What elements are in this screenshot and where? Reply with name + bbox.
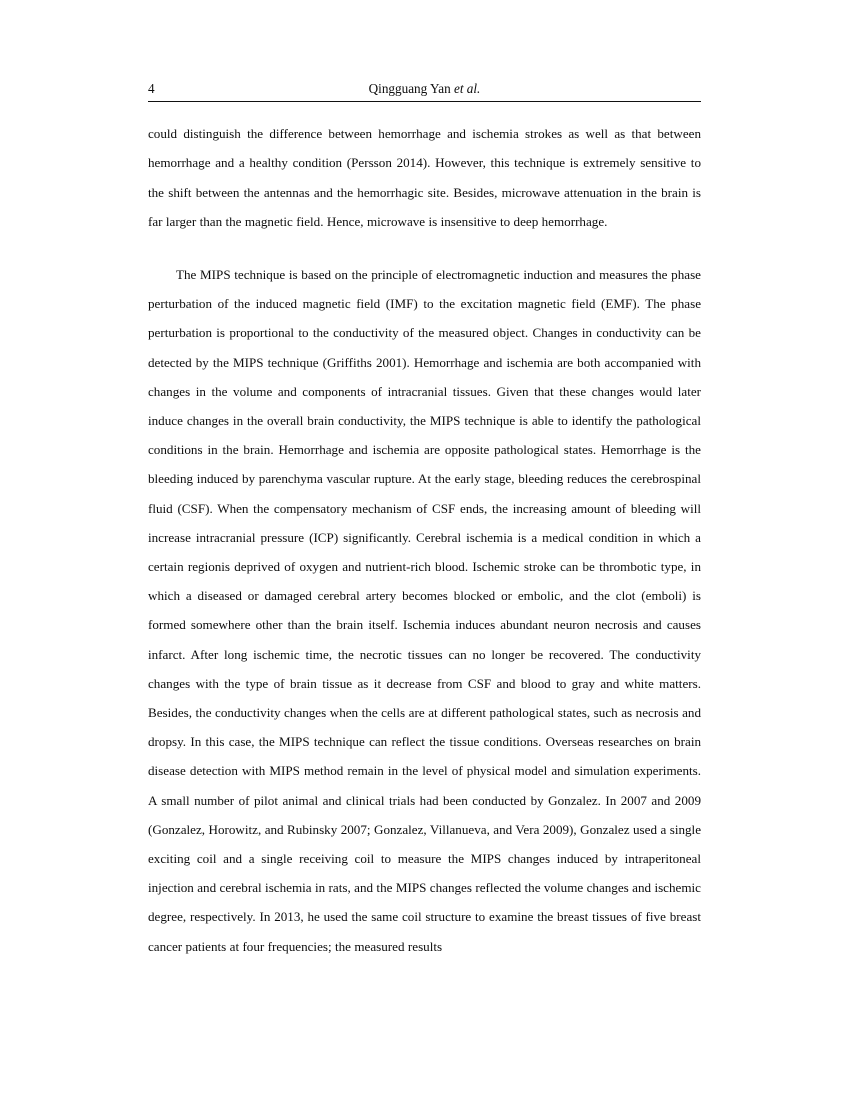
body-text	[148, 119, 701, 961]
page-number: 4	[148, 81, 155, 96]
running-title	[148, 78, 701, 100]
running-title-etal: et al.	[453, 81, 481, 96]
running-header	[148, 78, 701, 100]
running-title-author: Qingguang Yan	[368, 81, 454, 96]
header-rule	[148, 101, 701, 102]
paragraph-1: could distinguish the difference between hemorrhage and ischemia strokes as well as that between hemorrhage and a healthy condition (Persson 2014). However, this technique is extremely sensitive to the shift between the antennas and the hemorrhagic site. Besides, microwave attenuation in the brain is far larger than the magnetic field. Hence, microwave is insensitive to deep hemorrhage.	[148, 126, 701, 229]
page-content-column	[148, 78, 701, 961]
paragraph-2: The MIPS technique is based on the principle of electromagnetic induction and measures the phase perturbation of the induced magnetic field (IMF) to the excitation magnetic field (EMF). The phase perturbation is proportional to the conductivity of the measured object. Changes in conductivity can be detected by the MIPS technique (Griffiths 2001). Hemorrhage and ischemia are both accompanied with changes in the volume and components of intracranial tissues. Given that these changes would later induce changes in the overall brain conductivity, the MIPS technique is able to identify the pathological conditions in the brain. Hemorrhage and ischemia are opposite pathological states. Hemorrhage is the bleeding induced by parenchyma vascular rupture. At the early stage, bleeding reduces the cerebrospinal fluid (CSF). When the compensatory mechanism of CSF ends, the increasing amount of bleeding will increase intracranial pressure (ICP) significantly. Cerebral ischemia is a medical condition in which a certain regionis deprived of oxygen and nutrient-rich blood. Ischemic stroke can be thrombotic type, in which a diseased or damaged cerebral artery becomes blocked or embolic, and the clot (emboli) is formed somewhere other than the brain itself. Ischemia induces abundant neuron necrosis and causes infarct. After long ischemic time, the necrotic tissues can no longer be recovered. The conductivity changes with the type of brain tissue as it decrease from CSF and blood to gray and white matters. Besides, the conductivity changes when the cells are at different pathological states, such as necrosis and dropsy. In this case, the MIPS technique can reflect the tissue conditions. Overseas researches on brain disease detection with MIPS method remain in the level of physical model and simulation experiments. A small number of pilot animal and clinical trials had been conducted by Gonzalez. In 2007 and 2009 (Gonzalez, Horowitz, and Rubinsky 2007; Gonzalez, Villanueva, and Vera 2009), Gonzalez used a single exciting coil and a single receiving coil to measure the MIPS changes induced by intraperitoneal injection and cerebral ischemia in rats, and the MIPS changes reflected the volume changes and ischemic degree, respectively. In 2013, he used the same coil structure to examine the breast tissues of five breast cancer patients at four frequencies; the measured results	[148, 266, 701, 954]
